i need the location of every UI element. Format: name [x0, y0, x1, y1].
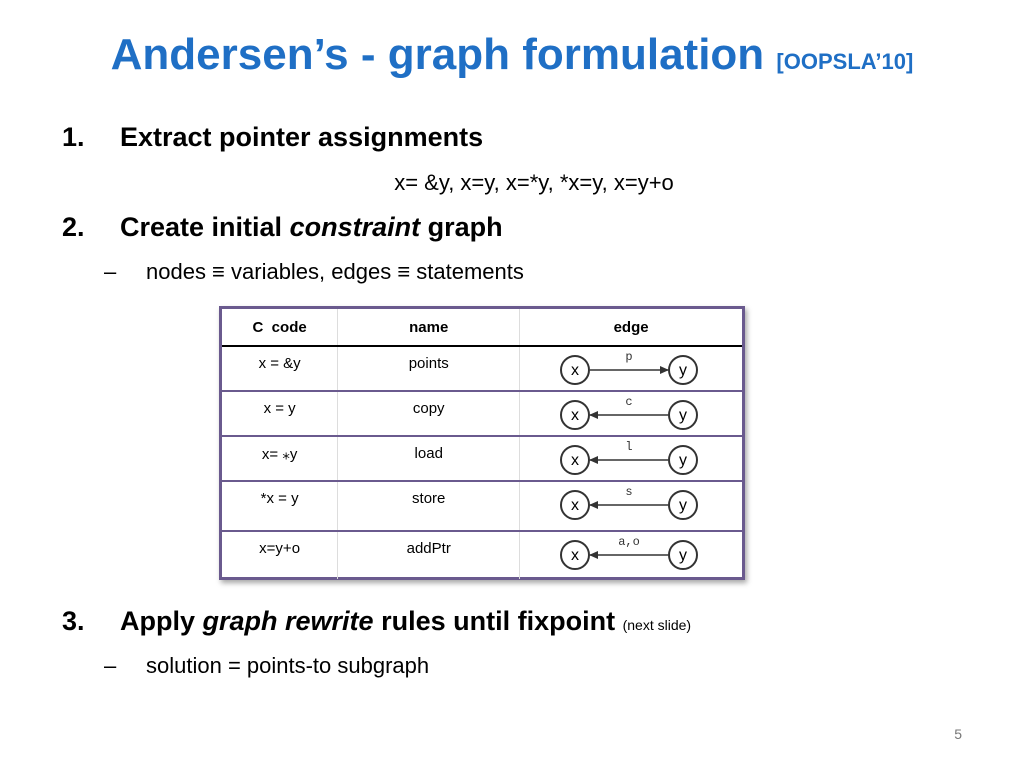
edge-diagram-points [521, 349, 741, 387]
edge-label: c [625, 395, 633, 409]
edge-arrowhead [589, 551, 598, 559]
table-row [222, 346, 742, 391]
step-text: Apply [120, 606, 203, 636]
edge-svg [559, 349, 704, 387]
node-y-label: y [678, 497, 687, 514]
edge-diagram-store [521, 484, 741, 522]
cell-code: x= ⁎y [222, 436, 338, 481]
slide-title [0, 30, 1024, 80]
cell-name: store [338, 481, 520, 531]
node-x-label: x [570, 362, 579, 379]
cell-code: x=y+o [222, 531, 338, 579]
sub-item-nodes-edges [104, 259, 524, 285]
sub-item-solution [104, 653, 429, 679]
cell-edge [520, 391, 742, 436]
sub-item-text: solution = points-to subgraph [146, 653, 430, 678]
node-x-label: x [570, 547, 579, 564]
header-c-code: C code [222, 309, 338, 346]
step-number: 1. [62, 122, 85, 152]
step-number: 2. [62, 212, 85, 242]
pointer-assignments-formula: x= &y, x=y, x=*y, *x=y, x=y+o [394, 170, 674, 195]
step-emphasis: constraint [289, 212, 421, 242]
table-header-row [222, 309, 742, 346]
sub-item-dash: – [104, 653, 117, 678]
constraint-table [219, 306, 745, 580]
step-1 [62, 122, 483, 153]
table-row [222, 436, 742, 481]
edge-arrowhead [589, 501, 598, 509]
cell-name: load [338, 436, 520, 481]
edge-diagram-load [521, 439, 741, 477]
sub-item-dash: – [104, 259, 117, 284]
cell-name: addPtr [338, 531, 520, 579]
step-text: Create initial [120, 212, 290, 242]
node-x-label: x [570, 452, 579, 469]
edge-label: l [625, 440, 633, 454]
step-number: 3. [62, 606, 85, 636]
edge-diagram-copy [521, 394, 741, 432]
title-reference: [OOPSLA’10] [776, 49, 914, 74]
cell-edge [520, 436, 742, 481]
cell-edge [520, 481, 742, 531]
node-x-label: x [570, 407, 579, 424]
node-y-label: y [678, 547, 687, 564]
cell-code: x = y [222, 391, 338, 436]
edge-arrowhead [660, 366, 669, 374]
step-text-tail: rules until fixpoint [373, 606, 616, 636]
node-y-label: y [678, 452, 687, 469]
step-note: (next slide) [622, 617, 692, 633]
cell-edge [520, 346, 742, 391]
step-2 [62, 212, 503, 243]
cell-name: copy [338, 391, 520, 436]
edge-diagram-addptr [521, 534, 741, 572]
header-name: name [338, 309, 520, 346]
constraint-table-grid [222, 309, 742, 579]
edge-label: p [625, 350, 633, 364]
table-row [222, 531, 742, 579]
step-text: Extract pointer assignments [120, 122, 484, 152]
edge-label: a,o [617, 535, 640, 549]
edge-arrowhead [589, 456, 598, 464]
edge-svg [559, 484, 704, 522]
cell-name: points [338, 346, 520, 391]
table-row [222, 391, 742, 436]
header-edge [520, 309, 742, 346]
title-main: Andersen’s - graph formulation [110, 30, 765, 79]
node-y-label: y [678, 362, 687, 379]
table-row [222, 481, 742, 531]
step-emphasis: graph rewrite [202, 606, 374, 636]
cell-edge [520, 531, 742, 579]
page-number: 5 [954, 726, 962, 742]
cell-code: *x = y [222, 481, 338, 531]
node-x-label: x [570, 497, 579, 514]
edge-label: s [625, 485, 633, 499]
header-edge-label: edge [613, 318, 649, 336]
edge-svg [559, 534, 704, 572]
edge-arrowhead [589, 411, 598, 419]
cell-code: x = &y [222, 346, 338, 391]
step-3 [62, 606, 691, 637]
node-y-label: y [678, 407, 687, 424]
sub-item-text: nodes ≡ variables, edges ≡ statements [146, 259, 524, 284]
edge-svg [559, 439, 704, 477]
step-text-tail: graph [420, 212, 503, 242]
edge-svg [559, 394, 704, 432]
